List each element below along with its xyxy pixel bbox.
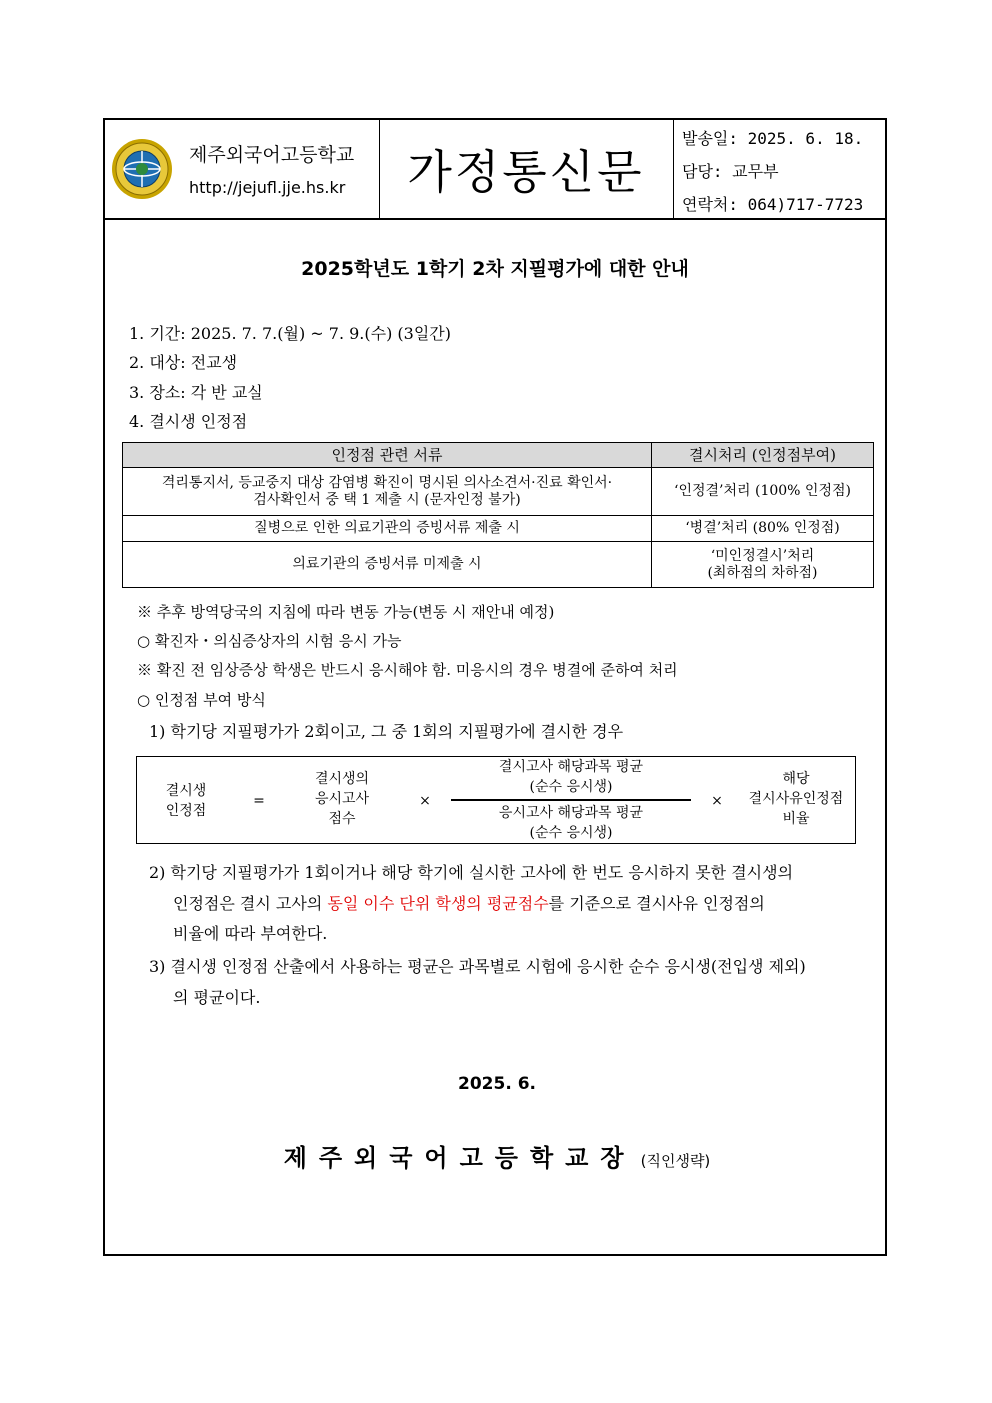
school-name: 제주외국어고등학교 [189,144,355,166]
cell-line: ‘미인정결시’처리 [710,547,815,564]
multiply-sign: × [419,793,431,809]
formula-text: 점수 [328,811,356,827]
formula-text: 비율 [782,811,810,827]
notice-frame [103,118,887,1256]
cell-line: 의료기관의 증빙서류 미제출 시 [292,556,482,572]
formula-numerator [451,757,691,797]
method-1: 1) 학기당 지필평가가 2회이고, 그 중 1회의 지필평가에 결시한 경우 [149,722,624,741]
method-2-line: 2) 학기당 지필평가가 1회이거나 해당 학기에 실시한 고사에 한 번도 응시하지 못한 결시생의 [149,863,794,882]
score-formula [136,756,856,844]
table-cell [123,542,652,588]
method-2-line [173,891,765,914]
table-cell [652,516,874,542]
table-cell [652,542,874,588]
table-row [123,468,874,516]
table-header: 인정점 관련 서류 [123,443,652,468]
document-type [379,120,674,218]
school-url[interactable]: http://jejufl.jje.hs.kr [189,178,346,197]
note-quarantine-change: ※ 추후 방역당국의 지침에 따라 변동 가능(변동 시 재안내 예정) [137,603,555,621]
formula-text: 응시고사 [314,791,370,807]
manager: 담당: 교무부 [682,162,779,181]
cell-line: 질병으로 인한 의료기관의 증빙서류 제출 시 [254,520,520,536]
seal-note: (직인생략) [640,1152,711,1170]
formula-text: 결시고사 해당과목 평균 [498,759,644,775]
table-cell [652,468,874,516]
formula-text: (순수 응시생) [529,825,613,841]
formula-text: 결시생 [165,783,207,799]
cell-line: ‘병결’처리 (80% 인정점) [685,520,840,536]
school-emblem-icon [111,138,173,200]
cell-line: ‘인정결’처리 (100% 인정점) [674,483,851,499]
formula-term-score [293,769,391,829]
method-3-line: 3) 결시생 인정점 산출에서 사용하는 평균은 과목별로 시험에 응시한 순수 응시생(전입생 제외) [149,957,806,976]
principal-title: 제주외국어고등학교장 [283,1144,636,1172]
item-period: 1. 기간: 2025. 7. 7.(월) ~ 7. 9.(수) (3일간) [129,324,451,343]
emphasis-text: 동일 이수 단위 학생의 평균점수 [327,894,549,913]
notice-title: 2025학년도 1학기 2차 지필평가에 대한 안내 [301,258,689,280]
formula-text: 인정점 [165,803,207,819]
signature-line [105,1138,889,1173]
method-3-line: 의 평균이다. [173,988,261,1007]
school-info [105,120,380,218]
table-cell [123,468,652,516]
item-place: 3. 장소: 각 반 교실 [129,383,263,402]
cell-line: 격리통지서, 등교중지 대상 감염병 확진이 명시된 의사소견서·진료 확인서· [161,474,613,491]
document-title: 가정통신문 [407,145,645,199]
formula-text: 해당 [782,771,810,787]
issue-date: 2025. 6. [458,1074,536,1094]
table-header: 결시처리 (인정점부여) [652,443,874,468]
note-confirmed-exam: ○ 확진자・의심증상자의 시험 응시 가능 [137,632,402,650]
formula-term-ratio [737,769,855,829]
issue-info [673,120,885,218]
formula-text: (순수 응시생) [529,779,613,795]
absence-score-table [122,442,874,588]
formula-text: 결시생의 [314,771,370,787]
table-row [123,516,874,542]
table-cell [123,516,652,542]
letterhead [105,120,885,220]
send-date: 발송일: 2025. 6. 18. [682,129,864,148]
formula-text: 결시사유인정점 [748,791,844,807]
item-target: 2. 대상: 전교생 [129,353,238,372]
cell-line: (최하점의 차하점) [707,564,818,581]
note-method-heading: ○ 인정점 부여 방식 [137,691,266,709]
table-row [123,542,874,588]
formula-lhs [151,781,221,821]
method-2-line: 비율에 따라 부여한다. [173,924,328,943]
note-symptoms: ※ 확진 전 임상증상 학생은 반드시 응시해야 함. 미응시의 경우 병결에 준하여 처리 [137,661,678,679]
item-absence-score: 4. 결시생 인정점 [129,412,248,431]
cell-line: 검사확인서 중 택 1 제출 시 (문자인정 불가) [253,491,521,508]
fraction-line [451,799,691,801]
method-2-text: 인정점은 결시 고사의 [173,894,328,913]
multiply-sign: × [711,793,723,809]
equals-sign: = [253,793,265,809]
formula-denominator [451,803,691,843]
table-header-row [123,443,874,468]
formula-text: 응시고사 해당과목 평균 [498,805,644,821]
contact: 연락처: 064)717-7723 [682,195,864,214]
method-2-text: 를 기준으로 결시사유 인정점의 [548,894,765,913]
